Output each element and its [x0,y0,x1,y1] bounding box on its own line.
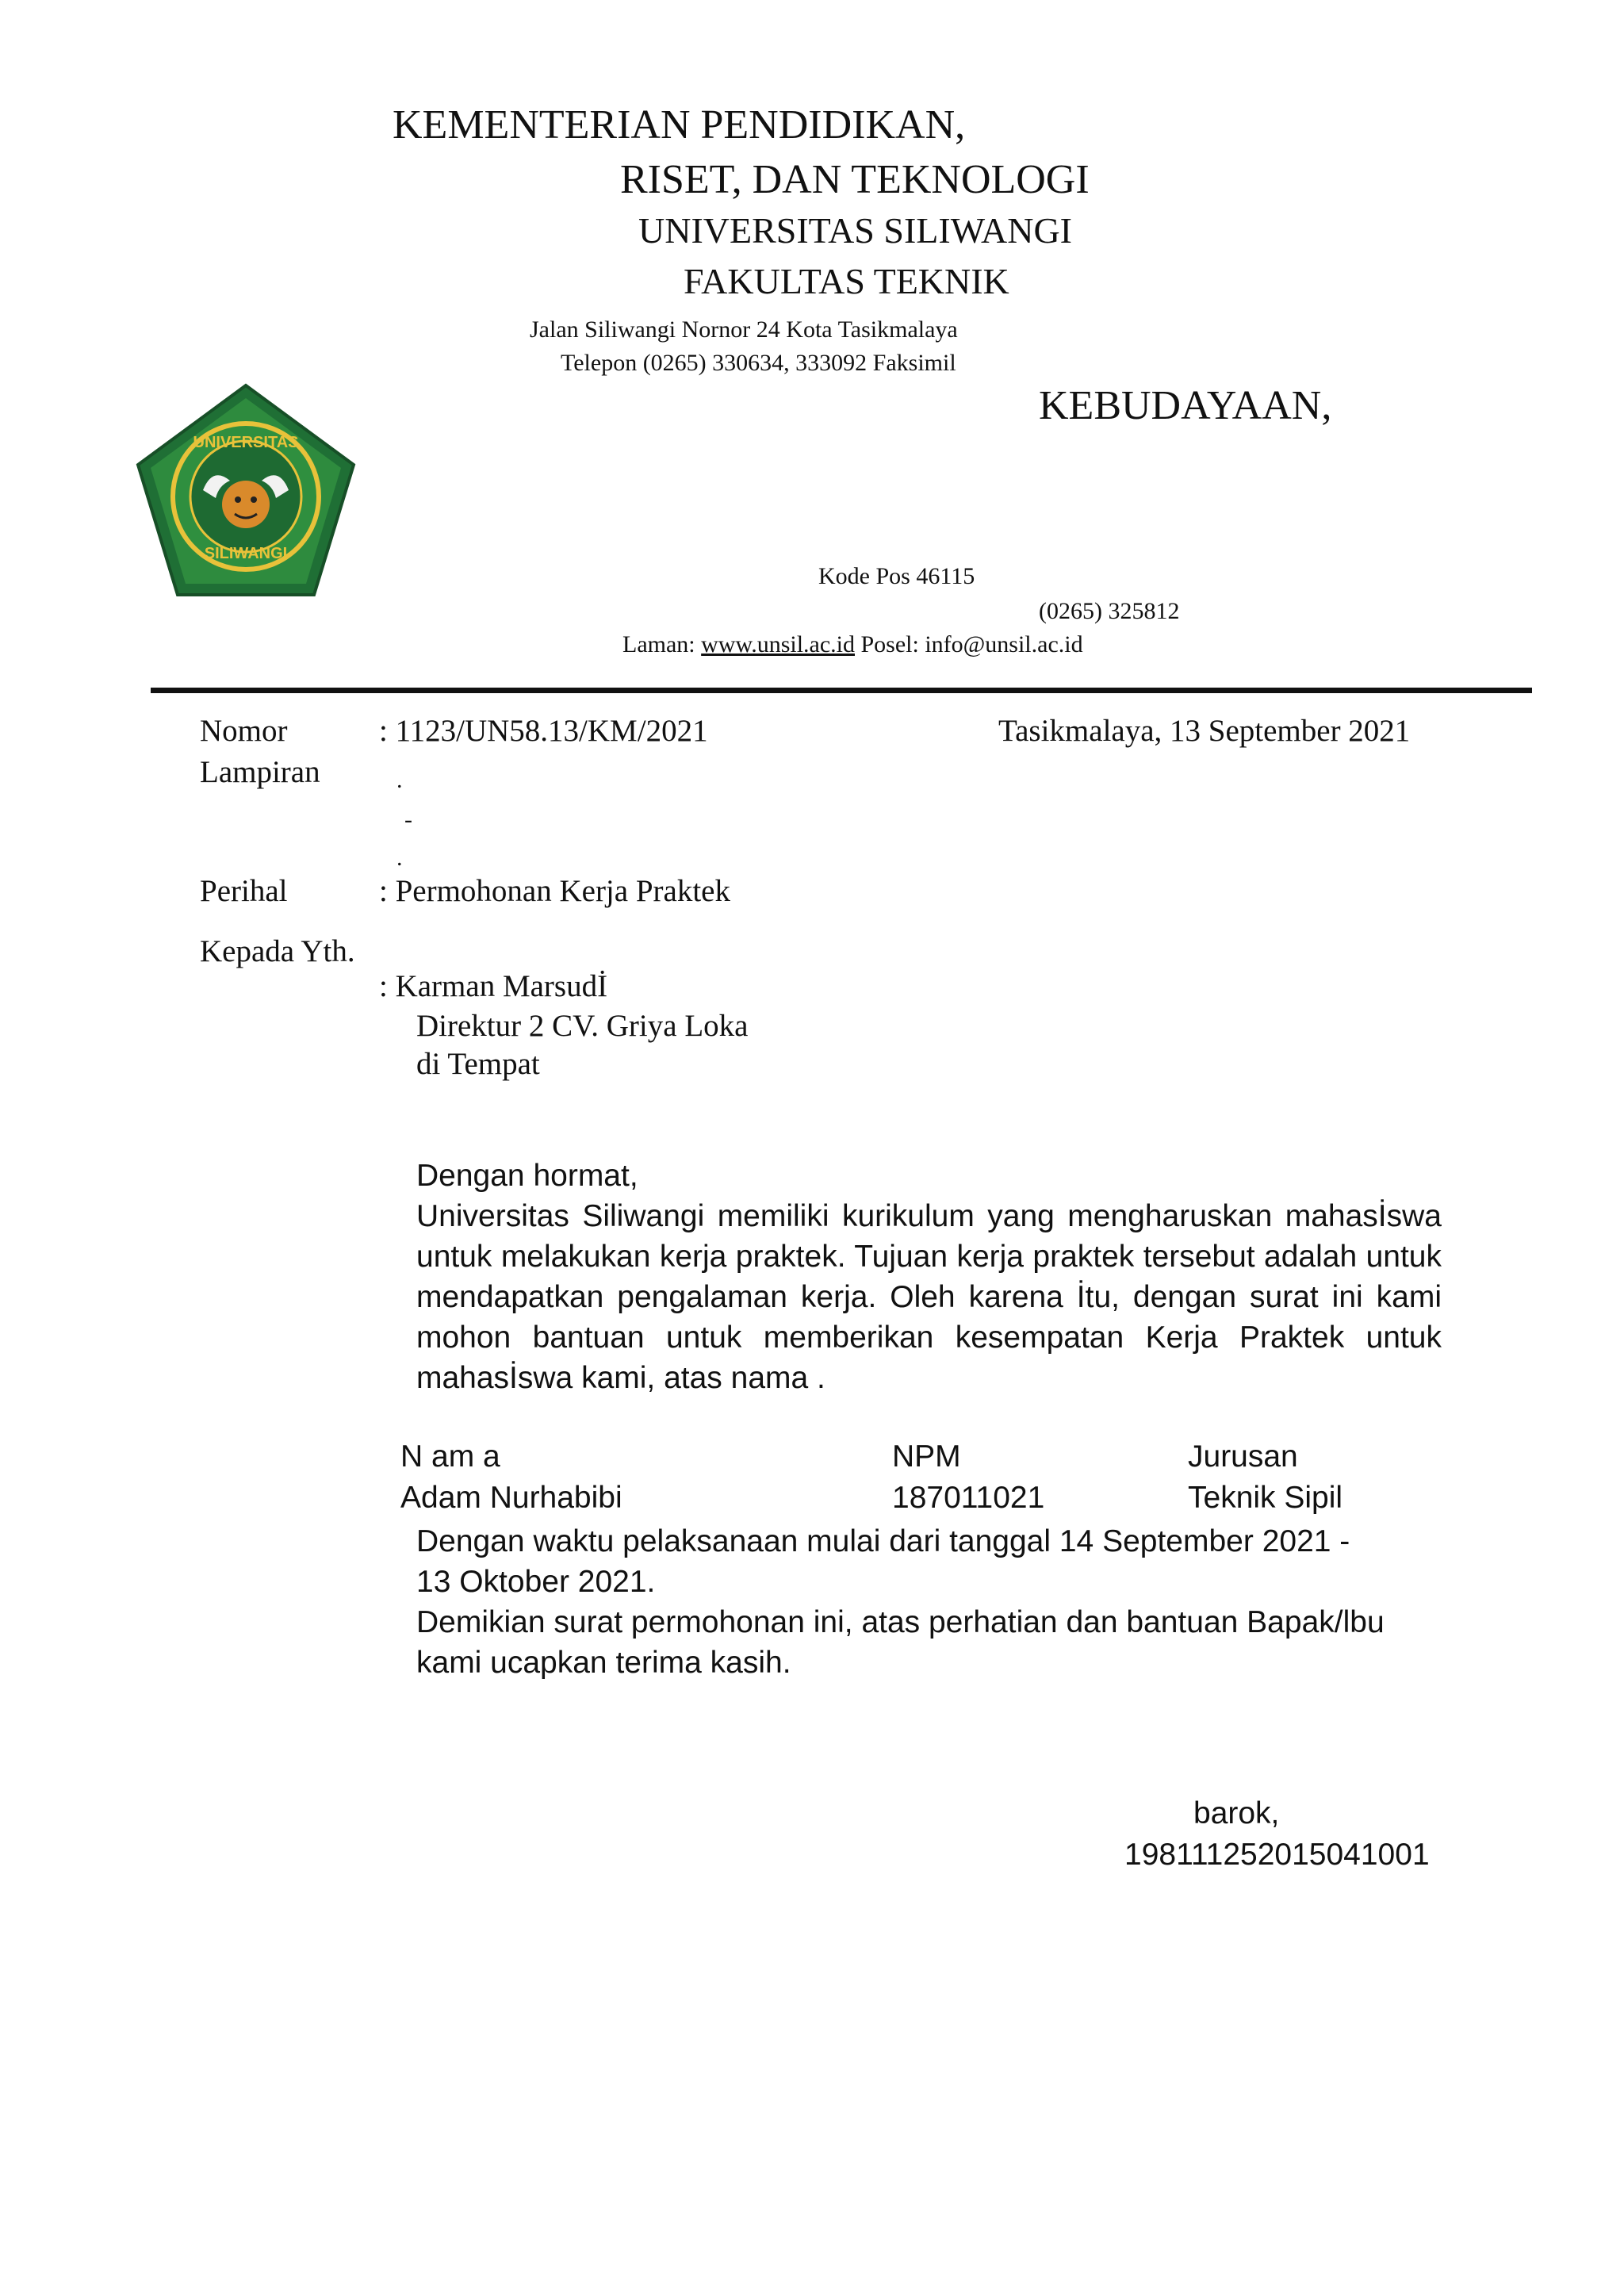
email-text: Posel: info@unsil.ac.id [860,631,1083,657]
nomor-value: : 1123/UN58.13/KM/2021 [379,714,708,748]
header-postal-code: Kode Pos 46115 [818,563,975,589]
lampiran-mark-2: - [404,807,412,833]
university-logo-icon [133,379,359,605]
table-cell-nama: Adam Nurhabibi [400,1481,622,1515]
recipient-name: : Karman Marsudİ [379,969,608,1003]
lampiran-label: Lampiran [200,755,320,789]
letterhead-divider [151,688,1532,693]
header-university: UNIVERSITAS SILIWANGI [638,210,1072,251]
lampiran-mark-3: . [396,845,403,871]
kepada-label: Kepada Yth. [200,934,355,968]
header-fax: (0265) 325812 [1039,598,1180,624]
header-ministry-line1: KEMENTERIAN PENDIDIKAN, [393,102,966,148]
signature-name: barok, [1193,1796,1280,1830]
recipient-title: Direktur 2 CV. Griya Loka [416,1009,749,1043]
lampiran-mark-1: . [396,767,403,793]
letter-date: Tasikmalaya, 13 September 2021 [998,714,1411,748]
header-faculty: FAKULTAS TEKNIK [684,261,1009,301]
recipient-place: di Tempat [416,1047,540,1081]
table-cell-npm: 187011021 [892,1481,1045,1515]
signature-nip: 198111252015041001 [1124,1838,1430,1872]
closing-text: Demikian surat permohonan ini, atas perhatian dan bantuan Bapak/lbu kami ucapkan terima kasih. [416,1605,1385,1680]
greeting: Dengan hormat, [416,1159,638,1193]
logo-text-bottom: SILIWANGI [204,545,288,562]
header-web-line [622,631,1083,659]
header-kebudayaan: KEBUDAYAAN, [1039,383,1332,428]
logo-text-top: UNIVERSITAS [193,434,299,451]
table-cell-jurusan: Teknik Sipil [1188,1481,1343,1515]
header-phone: Telepon (0265) 330634, 333092 Faksimil [561,350,956,376]
perihal-label: Perihal [200,874,288,908]
schedule-text: Dengan waktu pelaksanaan mulai dari tanggal 14 September 2021 - 13 Oktober 2021. [416,1524,1350,1599]
web-link[interactable]: www.unsil.ac.id [701,631,855,657]
table-header-jurusan: Jurusan [1188,1439,1298,1474]
table-header-npm: NPM [892,1439,961,1474]
header-address: Jalan Siliwangi Nornor 24 Kota Tasikmalaya [530,316,958,343]
body-paragraph: Universitas Siliwangi memiliki kurikulum yang mengharuskan mahasİswa untuk melakukan kerja praktek. Tujuan kerja praktek tersebut adalah untuk mendapatkan pengalaman kerja. Oleh karena İtu, dengan surat ini kami mohon bantuan untuk memberikan kesempatan Kerja Praktek untuk mahasİswa kami, atas nama . [416,1199,1442,1395]
web-label: Laman: [622,631,695,657]
header-ministry-line2: RISET, DAN TEKNOLOGI [620,157,1090,202]
nomor-label: Nomor [200,714,288,748]
table-header-nama: N am a [400,1439,500,1474]
perihal-value: : Permohonan Kerja Praktek [379,874,730,908]
